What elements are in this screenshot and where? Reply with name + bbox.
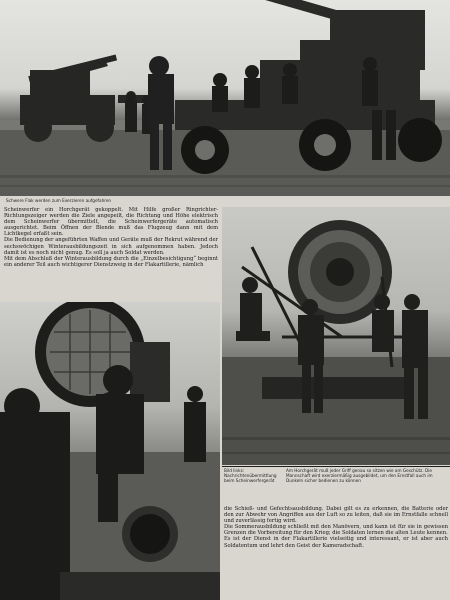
- photo-searchlight-crew: [0, 302, 220, 600]
- article-paragraph: Es ist der Dienst in der Flakartillerie vielseitig und interessant, er ist aber auch Soldatentum und lehrt den Geist der Kameradschaft.: [224, 536, 448, 549]
- article-column-left: [4, 207, 218, 299]
- article-paragraph: Die Bedienung der angeführten Waffen und Geräte muß der Rekrut während der sechswöchigen Winterausbildungszeit in sich aufgenommen haben. Jedoch damit ist es noch nicht genug. Es soll ja auch Soldat werden.: [4, 237, 218, 256]
- article-column-right: [224, 506, 448, 598]
- photo-flak-guns: [0, 0, 450, 196]
- divider: [222, 466, 450, 467]
- caption-top-photo: Schwere Flak werden zum Exerzieren aufgefahren: [6, 198, 112, 203]
- searchlight-crew-illustration: [0, 302, 220, 600]
- article-paragraph: Mit dem Abschluß der Winterausbildung durch die „Einzelbesichtigung“ beginnt ein anderer Teil auch wichtigerer Dienstzweig in der Flakartillerie, nämlich: [4, 255, 218, 268]
- caption-bild-links: Bild links: Nachrichtenübermittlung beim Scheinwerfergerät: [224, 468, 277, 483]
- flak-guns-illustration: [0, 0, 450, 196]
- caption-horchgeraet: Am Horchgerät muß jeder Griff genau so sitzen wie am Geschütz. Die Mannschaft wird exerziermäßig ausgebildet, um den Ernstfall auch im Dunkeln sicher bedienen zu können: [286, 468, 433, 483]
- sound-locator-illustration: [222, 207, 450, 465]
- article-paragraph: die Schieß- und Gefechtsausbildung. Dabei gilt es zu erkennen, die Batterie oder den zur Abwehr von Angriffen aus der Luft so zu leiten, daß sie im Ernstfalle schnell und zuverlässig fertig wird.: [224, 506, 448, 525]
- article-paragraph: Scheinwerfer ein Horchgerät gekoppelt. Mit Hilfe großer Ringrichter-Richtungszeiger werden die Ziele angepeilt, die Richtung und Höhe elektrisch dem Scheinwerfer übermittelt, die Scheinwerfergeräte automatisch ausgerichtet. Beim Öffnen der Blende muß das Flugzeug dann mit dem Lichtkegel erfaßt sein.: [4, 207, 218, 238]
- article-paragraph: Die Sommerausbildung schließt mit den Manövern, und kann ist für sie in gewissen Grenzen die Vorbereitung für den Krieg; die Soldaten lernen die alten Leute kennen.: [224, 524, 448, 537]
- photo-sound-locator: [222, 207, 450, 465]
